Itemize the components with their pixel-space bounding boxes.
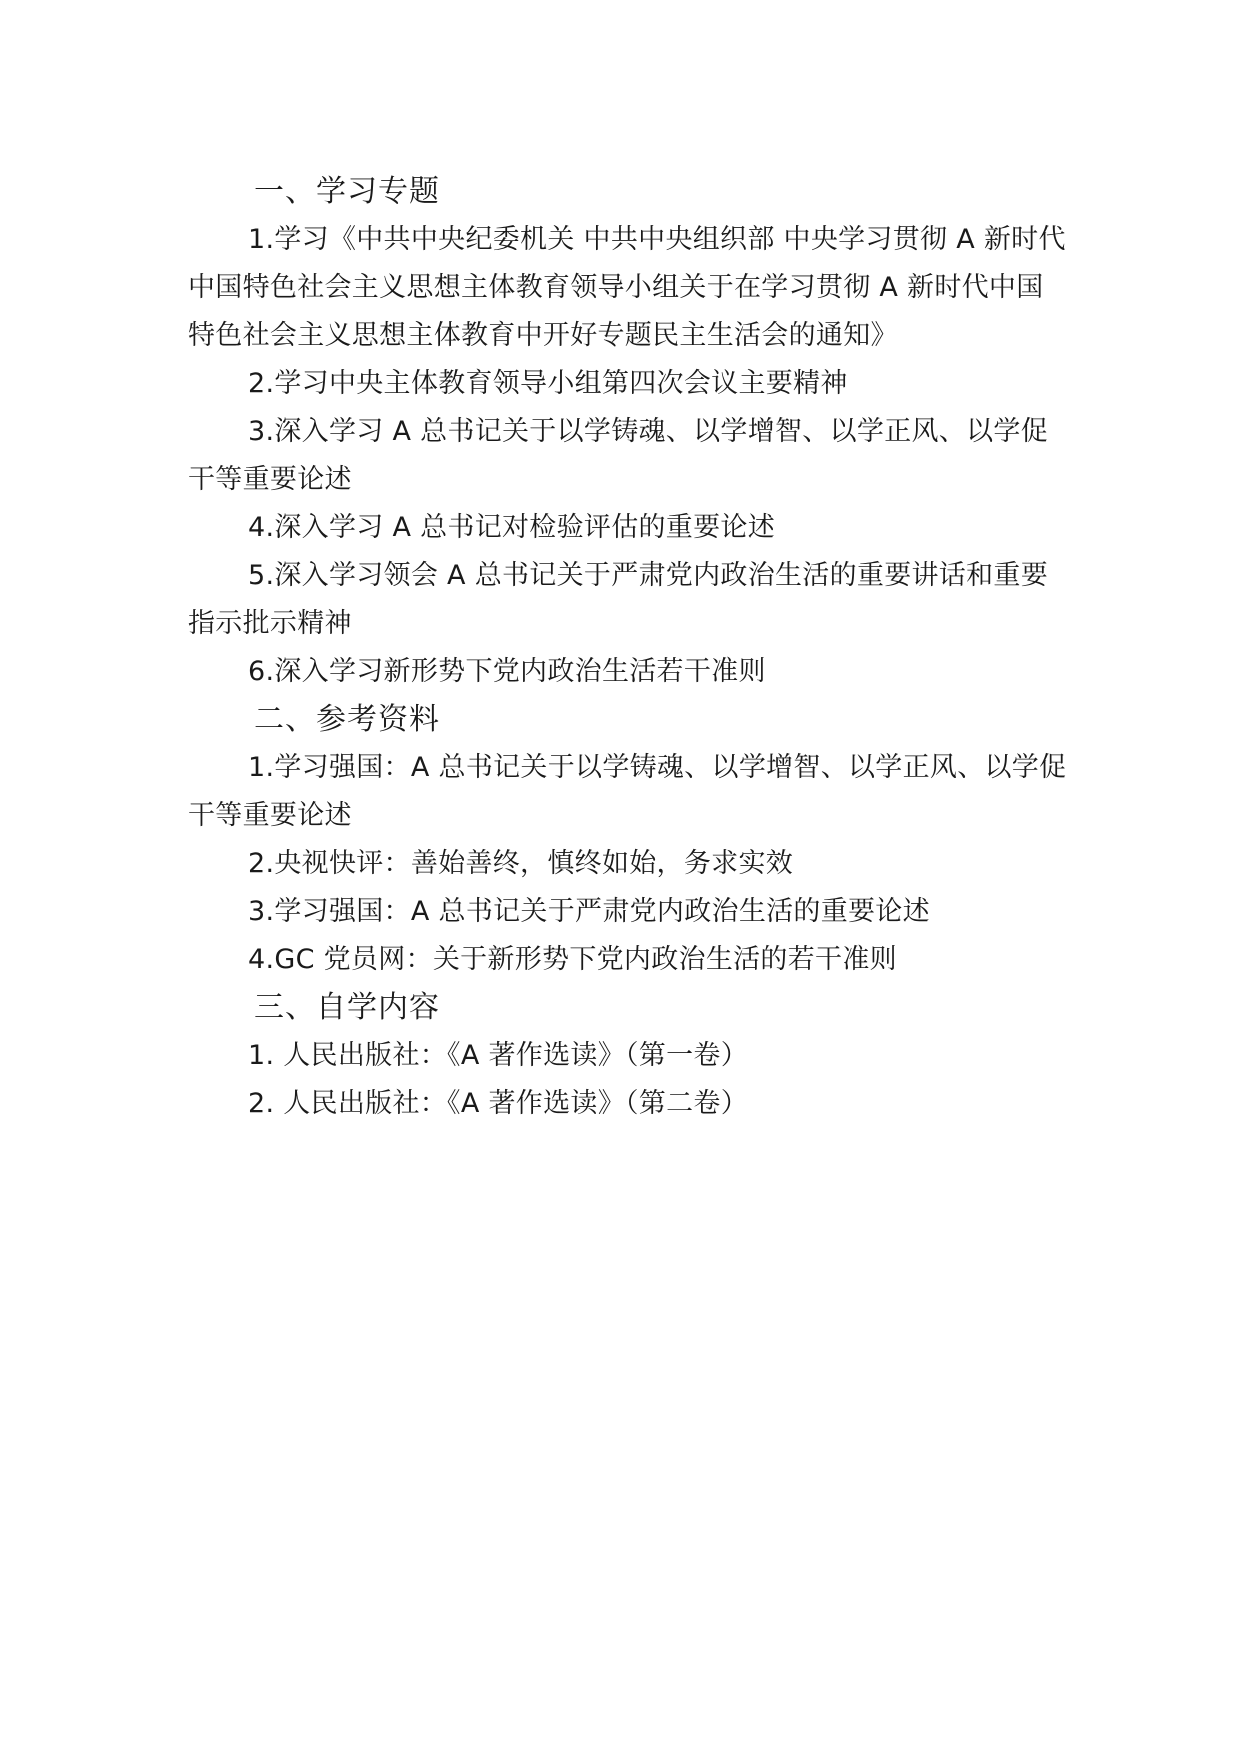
section-self-study xyxy=(188,984,1068,1128)
list-item: 2.央视快评：善始善终，慎终如始，务求实效 xyxy=(248,848,794,879)
list-item: 5.深入学习领会 A 总书记关于严肃党内政治生活的重要讲话和重要指示批示精神 xyxy=(188,560,1048,639)
section-reference-materials xyxy=(188,696,1068,984)
section-heading: 一、学习专题 xyxy=(254,174,440,209)
list-item: 4.深入学习 A 总书记对检验评估的重要论述 xyxy=(248,512,775,543)
section-heading: 三、自学内容 xyxy=(254,990,440,1025)
list-item: 2.学习中央主体教育领导小组第四次会议主要精神 xyxy=(248,368,848,399)
list-item: 4.GC 党员网：关于新形势下党内政治生活的若干准则 xyxy=(248,944,897,975)
document-page xyxy=(188,168,1068,1128)
list-item: 3.学习强国：A 总书记关于严肃党内政治生活的重要论述 xyxy=(248,896,930,927)
list-item: 6.深入学习新形势下党内政治生活若干准则 xyxy=(248,656,766,687)
list-item: 3.深入学习 A 总书记关于以学铸魂、以学增智、以学正风、以学促干等重要论述 xyxy=(188,416,1048,495)
list-item: 1.学习《中共中央纪委机关 中共中央组织部 中央学习贯彻 A 新时代中国特色社会主义思想主体教育领导小组关于在学习贯彻 A 新时代中国特色社会主义思想主体教育中开好专题民主生活会的通知》 xyxy=(188,224,1066,351)
list-item: 1.学习强国：A 总书记关于以学铸魂、以学增智、以学正风、以学促干等重要论述 xyxy=(188,752,1067,831)
list-item: 2. 人民出版社：《A 著作选读》（第二卷） xyxy=(248,1088,748,1119)
list-item: 1. 人民出版社：《A 著作选读》（第一卷） xyxy=(248,1040,748,1071)
section-heading: 二、参考资料 xyxy=(254,702,440,737)
section-study-topics xyxy=(188,168,1068,696)
